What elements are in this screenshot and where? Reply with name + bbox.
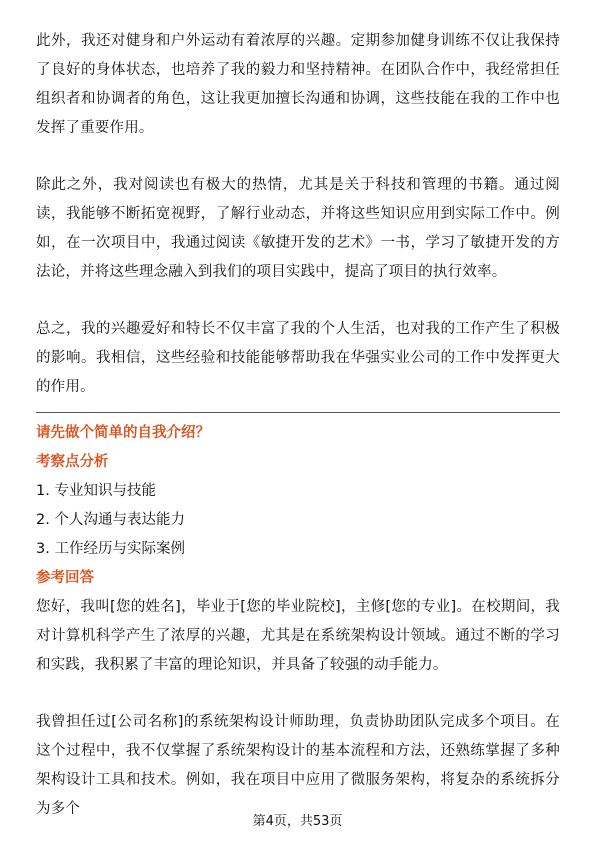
paragraph-gap [36,287,560,315]
answer-heading: 参考回答 [36,570,94,586]
section-divider [36,412,560,413]
answer-paragraph: 我曾担任过[公司名称]的系统架构设计师助理，负责协助团队完成多个项目。在这个过程中，我不仅掌握了系统架构设计的基本流程和方法，还熟练掌握了多种架构设计工具和技术。例如，我在项目中应用了微服务架构，将复杂的系统拆分为多个 [36,714,560,817]
paragraph-gap [36,680,560,708]
analysis-point: 3. 工作经历与实际案例 [36,541,185,557]
paragraph-summary: 总之，我的兴趣爱好和特长不仅丰富了我的个人生活，也对我的工作产生了积极的影响。我相信，这些经验和技能能够帮助我在华强实业公司的工作中发挥更大的作用。 [36,321,560,395]
interview-question: 请先做个简单的自我介绍？ [36,425,210,441]
analysis-point: 1. 专业知识与技能 [36,483,156,499]
paragraph-reading: 除此之外，我对阅读也有极大的热情，尤其是关于科技和管理的书籍。通过阅读，我能够不断拓宽视野，了解行业动态，并将这些知识应用到实际工作中。例如，在一次项目中，我通过阅读《敏捷开发的艺术》一书，学习了敏捷开发的方法论，并将这些理念融入到我们的项目实践中，提高了项目的执行效率。 [36,177,560,280]
analysis-heading: 考察点分析 [36,454,109,470]
answer-paragraph: 您好，我叫[您的姓名]，毕业于[您的毕业院校]，主修[您的专业]。在校期间，我对计算机科学产生了浓厚的兴趣，尤其是在系统架构设计领域。通过不断的学习和实践，我积累了丰富的理论知识，并具备了较强的动手能力。 [36,599,560,673]
analysis-point: 2. 个人沟通与表达能力 [36,512,185,528]
document-body [36,27,560,824]
paragraph-gap [36,143,560,171]
paragraph-fitness: 此外，我还对健身和户外运动有着浓厚的兴趣。定期参加健身训练不仅让我保持了良好的身体状态，也培养了我的毅力和坚持精神。在团队合作中，我经常担任组织者和协调者的角色，这让我更加擅长沟通和协调，这些技能在我的工作中也发挥了重要作用。 [36,33,560,136]
page-footer: 第4页，共53页 [252,814,343,829]
